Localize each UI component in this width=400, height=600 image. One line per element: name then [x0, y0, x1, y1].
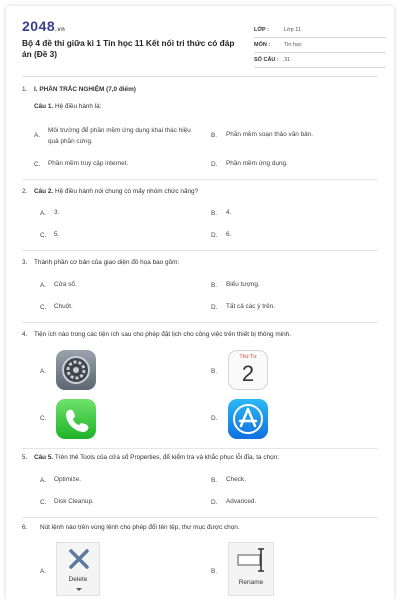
option-letter: B. [211, 282, 218, 289]
question-2-option-c[interactable]: 5. [54, 231, 60, 238]
question-number: 4. [22, 331, 28, 338]
question-3-option-d[interactable]: Tất cả các ý trên. [226, 303, 276, 310]
option-letter: A. [34, 132, 41, 139]
option-letter: B. [211, 132, 218, 139]
option-letter: C. [40, 499, 47, 506]
question-5-option-a[interactable]: Optimize. [54, 476, 81, 483]
option-letter: C. [40, 304, 47, 311]
question-5-option-c[interactable]: Disk Cleanup. [54, 498, 94, 505]
option-letter: C. [40, 415, 47, 422]
option-letter: A. [40, 568, 47, 575]
rename-caption: Rename [238, 579, 264, 586]
question-1-option-d[interactable]: Phần mềm ứng dụng. [226, 160, 288, 167]
question-1-option-b[interactable]: Phần mềm soạn thảo văn bản. [226, 131, 314, 138]
app-store-icon[interactable] [228, 399, 268, 439]
document-page [6, 6, 394, 600]
question-1-text: Câu 1. Hệ điều hành là: [34, 103, 102, 110]
question-5-option-d[interactable]: Advanced. [226, 498, 257, 505]
option-letter: A. [40, 477, 47, 484]
question-3-option-c[interactable]: Chuột. [54, 303, 73, 310]
question-6-text: Nút lệnh nào trên vùng lệnh cho phép đổi tên tệp, thư mục được chọn. [40, 524, 240, 531]
delete-caption: Delete [68, 576, 88, 583]
question-2-option-b[interactable]: 4. [226, 209, 232, 216]
option-letter: A. [40, 282, 47, 289]
chevron-down-icon [76, 588, 82, 591]
question-number: 5. [22, 454, 28, 461]
question-separator [22, 448, 378, 449]
question-2-option-a[interactable]: 3. [54, 209, 60, 216]
question-4-text: Tiện ích nào trong các tiện ích sau cho phép đặt lịch cho công việc trên thiết bị thông minh. [34, 331, 291, 338]
calendar-app-icon[interactable]: Thứ Tư 2 [228, 350, 268, 390]
question-1-option-a[interactable]: Môi trường để phần mềm ứng dụng khai thác hiệu quả phần cứng. [48, 127, 191, 145]
question-separator [22, 250, 378, 251]
option-letter: A. [40, 210, 47, 217]
question-number: 2. [22, 188, 28, 195]
question-3-option-b[interactable]: Biểu tượng. [226, 281, 260, 288]
option-letter: D. [211, 232, 218, 239]
question-3-option-a[interactable]: Cửa sổ. [54, 281, 77, 288]
question-2-option-d[interactable]: 6. [226, 231, 232, 238]
question-1-option-c[interactable]: Phần mềm truy cập internet. [48, 160, 129, 167]
question-separator [22, 179, 378, 180]
option-letter: D. [211, 415, 218, 422]
option-letter: D. [211, 499, 218, 506]
question-number: 6. [22, 524, 28, 531]
phone-app-icon[interactable] [56, 399, 96, 439]
settings-app-icon[interactable] [56, 350, 96, 390]
document-header [22, 18, 386, 74]
option-letter: A. [40, 368, 47, 375]
question-number: 3. [22, 259, 28, 266]
document-title: Bộ 4 đề thi giữa kì 1 Tin học 11 Kết nối tri thức có đáp án (Đề 3) [22, 38, 235, 59]
option-letter: B. [211, 568, 218, 575]
header-divider [22, 76, 378, 77]
section-title: I. PHẦN TRẮC NGHIỆM (7,0 điểm) [34, 86, 136, 93]
meta-row-subject: MÔN : Tin học [254, 38, 386, 53]
option-letter: D. [211, 161, 218, 168]
question-separator [22, 322, 378, 323]
question-5-text: Câu 5. Trên thẻ Tools của cửa sổ Properties, để kiểm tra và khắc phục lỗi đĩa, ta chọn: [34, 454, 280, 461]
option-letter: C. [40, 232, 47, 239]
question-5-option-b[interactable]: Check. [226, 476, 246, 483]
delete-command-icon[interactable] [56, 542, 100, 596]
question-3-text: Thành phần cơ bản của giao diện đồ họa bao gồm: [34, 259, 180, 266]
meta-table [254, 23, 386, 68]
question-2-text: Câu 2. Hệ điều hành nói chung có mấy nhóm chức năng? [34, 188, 199, 195]
question-separator [22, 517, 378, 518]
option-letter: D. [211, 304, 218, 311]
option-letter: B. [211, 210, 218, 217]
option-letter: B. [211, 368, 218, 375]
meta-row-class: LỚP : Lớp 11 [254, 23, 386, 38]
meta-row-count: SỐ CÂU : 31 [254, 53, 386, 68]
option-letter: B. [211, 477, 218, 484]
site-logo[interactable]: 2048.vn [22, 18, 66, 34]
rename-command-icon[interactable] [228, 542, 274, 596]
question-number: 1. [22, 86, 28, 93]
option-letter: C. [34, 161, 41, 168]
